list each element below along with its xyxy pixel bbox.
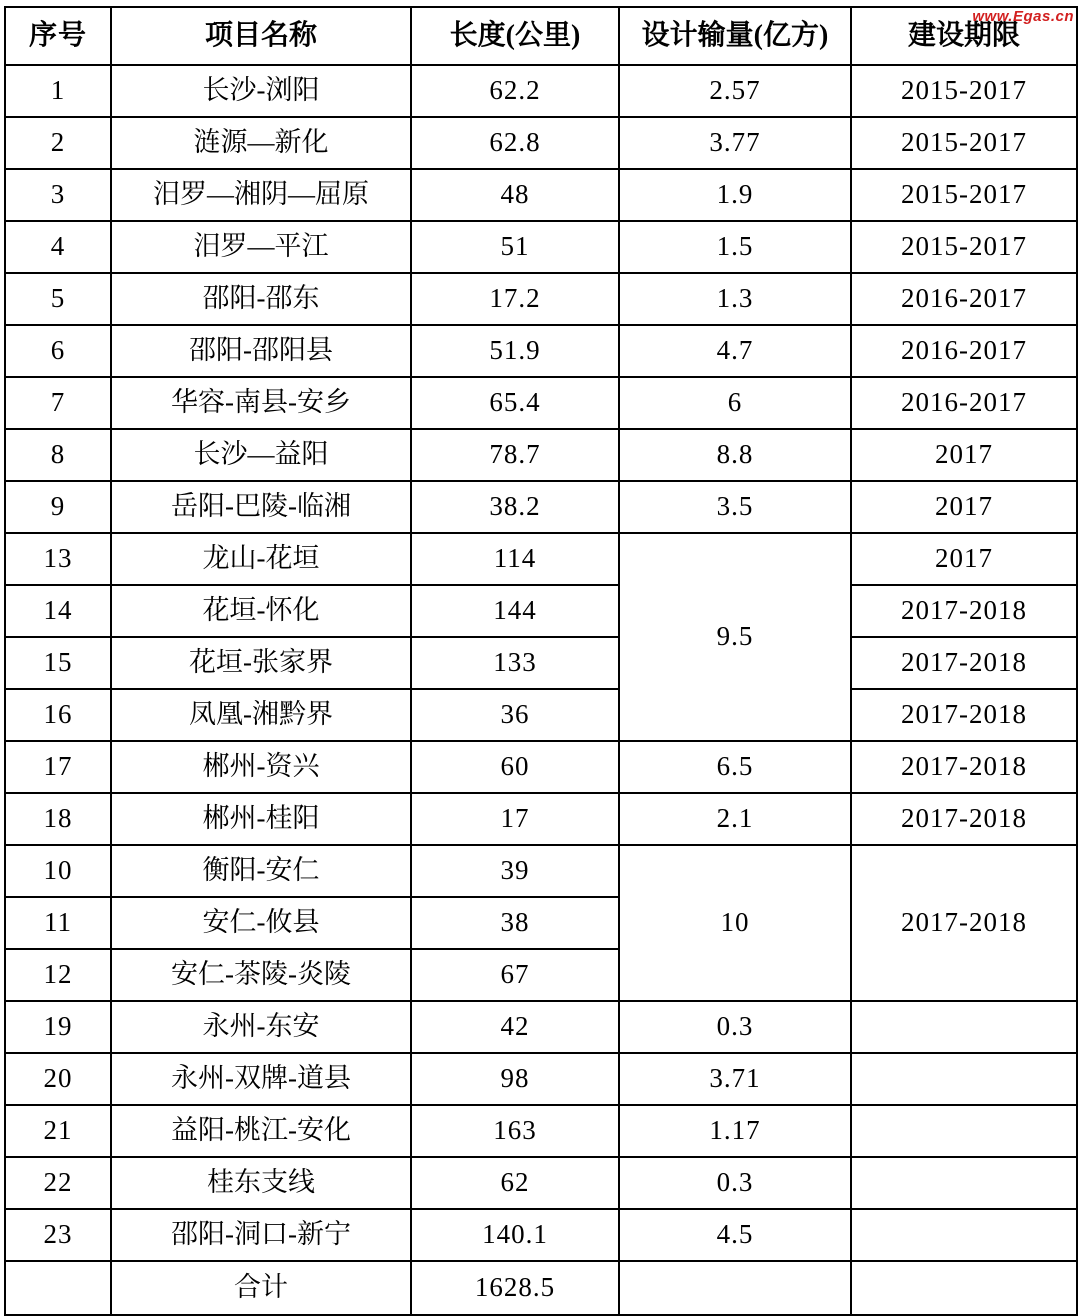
cell-volume: 6.5 [619, 741, 851, 793]
cell-no: 7 [5, 377, 111, 429]
table-row [5, 169, 1077, 221]
cell-period: 2016-2017 [851, 325, 1077, 377]
cell-no: 18 [5, 793, 111, 845]
cell-period [851, 1001, 1077, 1053]
cell-name: 永州-东安 [111, 1001, 411, 1053]
cell-no: 20 [5, 1053, 111, 1105]
table-row [5, 65, 1077, 117]
column-header-no: 序号 [5, 7, 111, 65]
table-row [5, 273, 1077, 325]
cell-no: 21 [5, 1105, 111, 1157]
cell-no: 12 [5, 949, 111, 1001]
cell-period: 2017 [851, 429, 1077, 481]
cell-length: 51 [411, 221, 619, 273]
cell-period [851, 1157, 1077, 1209]
cell-name: 华容-南县-安乡 [111, 377, 411, 429]
column-header-name: 项目名称 [111, 7, 411, 65]
cell-no: 17 [5, 741, 111, 793]
cell-no: 15 [5, 637, 111, 689]
cell-length: 78.7 [411, 429, 619, 481]
cell-length: 62 [411, 1157, 619, 1209]
column-header-length: 长度(公里) [411, 7, 619, 65]
cell-volume: 0.3 [619, 1001, 851, 1053]
cell-name: 岳阳-巴陵-临湘 [111, 481, 411, 533]
cell-no: 14 [5, 585, 111, 637]
cell-period [851, 1209, 1077, 1261]
cell-name: 安仁-茶陵-炎陵 [111, 949, 411, 1001]
cell-period: 2017 [851, 481, 1077, 533]
cell-no: 1 [5, 65, 111, 117]
cell-length: 144 [411, 585, 619, 637]
cell-name: 邵阳-邵阳县 [111, 325, 411, 377]
cell-name: 邵阳-洞口-新宁 [111, 1209, 411, 1261]
cell-length: 114 [411, 533, 619, 585]
table-row [5, 325, 1077, 377]
cell-period: 2017-2018 [851, 793, 1077, 845]
table-row [5, 689, 1077, 741]
column-header-volume: 设计输量(亿方) [619, 7, 851, 65]
cell-name: 永州-双牌-道县 [111, 1053, 411, 1105]
cell-no: 5 [5, 273, 111, 325]
table-row [5, 741, 1077, 793]
cell-no: 9 [5, 481, 111, 533]
cell-name: 汨罗—平江 [111, 221, 411, 273]
table-row [5, 1105, 1077, 1157]
cell-name: 邵阳-邵东 [111, 273, 411, 325]
table-row [5, 585, 1077, 637]
cell-no: 16 [5, 689, 111, 741]
cell-length: 67 [411, 949, 619, 1001]
cell-name: 衡阳-安仁 [111, 845, 411, 897]
cell-length: 17 [411, 793, 619, 845]
cell-length: 36 [411, 689, 619, 741]
cell-length: 65.4 [411, 377, 619, 429]
cell-period: 2016-2017 [851, 273, 1077, 325]
cell-volume: 3.77 [619, 117, 851, 169]
table-header-row [5, 7, 1077, 65]
table-row [5, 481, 1077, 533]
cell-length: 38.2 [411, 481, 619, 533]
cell-volume: 4.5 [619, 1209, 851, 1261]
cell-length: 48 [411, 169, 619, 221]
cell-name: 龙山-花垣 [111, 533, 411, 585]
cell-no: 4 [5, 221, 111, 273]
cell-period: 2016-2017 [851, 377, 1077, 429]
cell-name: 长沙-浏阳 [111, 65, 411, 117]
cell-period [851, 1053, 1077, 1105]
cell-length: 60 [411, 741, 619, 793]
table-row [5, 793, 1077, 845]
cell-length: 42 [411, 1001, 619, 1053]
cell-name: 花垣-怀化 [111, 585, 411, 637]
cell-volume: 2.57 [619, 65, 851, 117]
cell-total-label: 合计 [111, 1261, 411, 1315]
cell-period: 2015-2017 [851, 221, 1077, 273]
cell-volume: 4.7 [619, 325, 851, 377]
cell-no: 6 [5, 325, 111, 377]
cell-period: 2017-2018 [851, 741, 1077, 793]
cell-no: 11 [5, 897, 111, 949]
pipeline-projects-table [4, 6, 1078, 1316]
table-row [5, 117, 1077, 169]
cell-length: 62.2 [411, 65, 619, 117]
cell-length: 38 [411, 897, 619, 949]
cell-no: 8 [5, 429, 111, 481]
cell-name: 郴州-资兴 [111, 741, 411, 793]
table-row [5, 1001, 1077, 1053]
cell-volume: 6 [619, 377, 851, 429]
cell-volume: 0.3 [619, 1157, 851, 1209]
cell-no: 22 [5, 1157, 111, 1209]
cell-period: 2015-2017 [851, 169, 1077, 221]
cell-name: 凤凰-湘黔界 [111, 689, 411, 741]
cell-volume: 1.9 [619, 169, 851, 221]
cell-period: 2017 [851, 533, 1077, 585]
cell-period: 2015-2017 [851, 65, 1077, 117]
cell-name: 汨罗—湘阴—屈原 [111, 169, 411, 221]
column-header-period: 建设期限 [851, 7, 1077, 65]
cell-length: 163 [411, 1105, 619, 1157]
cell-volume: 2.1 [619, 793, 851, 845]
cell-length: 39 [411, 845, 619, 897]
cell-name: 安仁-攸县 [111, 897, 411, 949]
table-row [5, 429, 1077, 481]
watermark: www.Egas.cn [972, 8, 1074, 25]
cell-length: 98 [411, 1053, 619, 1105]
table-row [5, 221, 1077, 273]
table-row [5, 1157, 1077, 1209]
table-row [5, 377, 1077, 429]
cell-volume: 3.5 [619, 481, 851, 533]
cell-volume: 1.3 [619, 273, 851, 325]
table-row [5, 1209, 1077, 1261]
cell-volume: 8.8 [619, 429, 851, 481]
cell-length: 17.2 [411, 273, 619, 325]
cell-total-no [5, 1261, 111, 1315]
cell-name: 涟源—新化 [111, 117, 411, 169]
table-row [5, 533, 1077, 585]
table-total-row [5, 1261, 1077, 1315]
cell-volume: 3.71 [619, 1053, 851, 1105]
cell-volume-merged: 9.5 [619, 533, 851, 741]
cell-period: 2017-2018 [851, 637, 1077, 689]
cell-volume: 1.17 [619, 1105, 851, 1157]
cell-period-merged: 2017-2018 [851, 845, 1077, 1001]
cell-volume-merged: 10 [619, 845, 851, 1001]
cell-period [851, 1105, 1077, 1157]
cell-no: 10 [5, 845, 111, 897]
cell-name: 桂东支线 [111, 1157, 411, 1209]
cell-no: 23 [5, 1209, 111, 1261]
cell-length: 140.1 [411, 1209, 619, 1261]
cell-total-volume [619, 1261, 851, 1315]
cell-period: 2017-2018 [851, 689, 1077, 741]
cell-length: 51.9 [411, 325, 619, 377]
cell-name: 长沙—益阳 [111, 429, 411, 481]
cell-no: 2 [5, 117, 111, 169]
table-row [5, 845, 1077, 897]
cell-period: 2017-2018 [851, 585, 1077, 637]
cell-volume: 1.5 [619, 221, 851, 273]
table-row [5, 1053, 1077, 1105]
cell-name: 郴州-桂阳 [111, 793, 411, 845]
cell-total-period [851, 1261, 1077, 1315]
cell-no: 13 [5, 533, 111, 585]
cell-no: 3 [5, 169, 111, 221]
cell-period: 2015-2017 [851, 117, 1077, 169]
cell-name: 益阳-桃江-安化 [111, 1105, 411, 1157]
cell-name: 花垣-张家界 [111, 637, 411, 689]
cell-length: 62.8 [411, 117, 619, 169]
cell-no: 19 [5, 1001, 111, 1053]
cell-length: 133 [411, 637, 619, 689]
cell-total-length: 1628.5 [411, 1261, 619, 1315]
table-row [5, 637, 1077, 689]
